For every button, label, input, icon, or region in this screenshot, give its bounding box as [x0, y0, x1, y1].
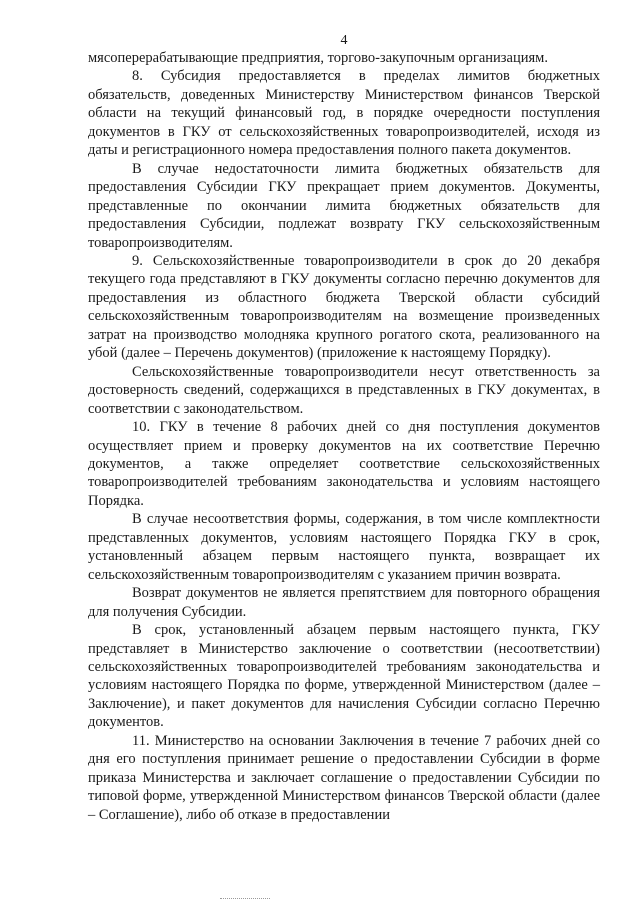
- paragraph-item-8: 8. Субсидия предоставляется в пределах лимитов бюджетных обязательств, доведенных Министерству Министерством финансов Тверской области на текущий финансовый год, в порядке очередности поступления документов в ГКУ от сельскохозяйственных товаропроизводителей, исходя из даты и регистрационного номера предоставления полного пакета документов.: [88, 68, 600, 159]
- paragraph-nonconformity: В случае несоответствия формы, содержания, в том числе комплектности представленных документов, условиям настоящего Порядка ГКУ в срок, установленный абзацем первым настоящего пункта, возвращает их сельскохозяйственным товаропроизводителям с указанием причин возврата.: [88, 511, 600, 583]
- paragraph-conclusion: В срок, установленный абзацем первым настоящего пункта, ГКУ представляет в Министерство заключение о соответствии (несоответствии) сельскохозяйственных товаропроизводителей требованиям законодательства и условиям настоящего Порядка по форме, утвержденной Министерством (далее – Заключение), и пакет документов для начисления Субсидии согласно Перечню документов.: [88, 622, 600, 731]
- bottom-dotted-rule: [220, 898, 270, 899]
- document-body: [88, 49, 600, 824]
- paragraph-limit-shortage: В случае недостаточности лимита бюджетных обязательств для предоставления Субсидии ГКУ прекращает прием документов. Документы, представленные по окончании лимита бюджетных обязательств для предоставления Субсидии, подлежат возврату ГКУ сельскохозяйственным товаропроизводителям.: [88, 160, 600, 251]
- paragraph-item-9: 9. Сельскохозяйственные товаропроизводители в срок до 20 декабря текущего года представляют в ГКУ документы согласно перечню документов для предоставления из областного бюджета Тверской области субсидий сельскохозяйственным товаропроизводителям на возмещение произведенных затрат на производство молодняка крупного рогатого скота, реализованного на убой (далее – Перечень документов) (приложение к настоящему Порядку).: [88, 252, 600, 362]
- paragraph-responsibility: Сельскохозяйственные товаропроизводители несут ответственность за достоверность сведений, содержащихся в представленных в ГКУ документах, в соответствии с законодательством.: [88, 363, 600, 417]
- paragraph-item-10: 10. ГКУ в течение 8 рабочих дней со дня поступления документов осуществляет прием и проверку документов на их соответствие Перечню документов, а также определяет соответствие сельскохозяйственных товаропроизводителей требованиям законодательства и условиям настоящего Порядка.: [88, 419, 600, 509]
- paragraph-item-11: 11. Министерство на основании Заключения в течение 7 рабочих дней со дня его поступления принимает решение о предоставлении Субсидии в форме приказа Министерства и заключает соглашение о предоставлении Субсидии по типовой форме, утвержденной Министерством финансов Тверской области (далее – Соглашение), либо об отказе в предоставлении: [88, 732, 600, 823]
- paragraph-continuation: мясоперерабатывающие предприятия, торгово-закупочным организациям.: [88, 50, 548, 66]
- page-number: 4: [340, 33, 348, 48]
- paragraph-return: Возврат документов не является препятствием для повторного обращения для получения Субсидии.: [88, 585, 600, 620]
